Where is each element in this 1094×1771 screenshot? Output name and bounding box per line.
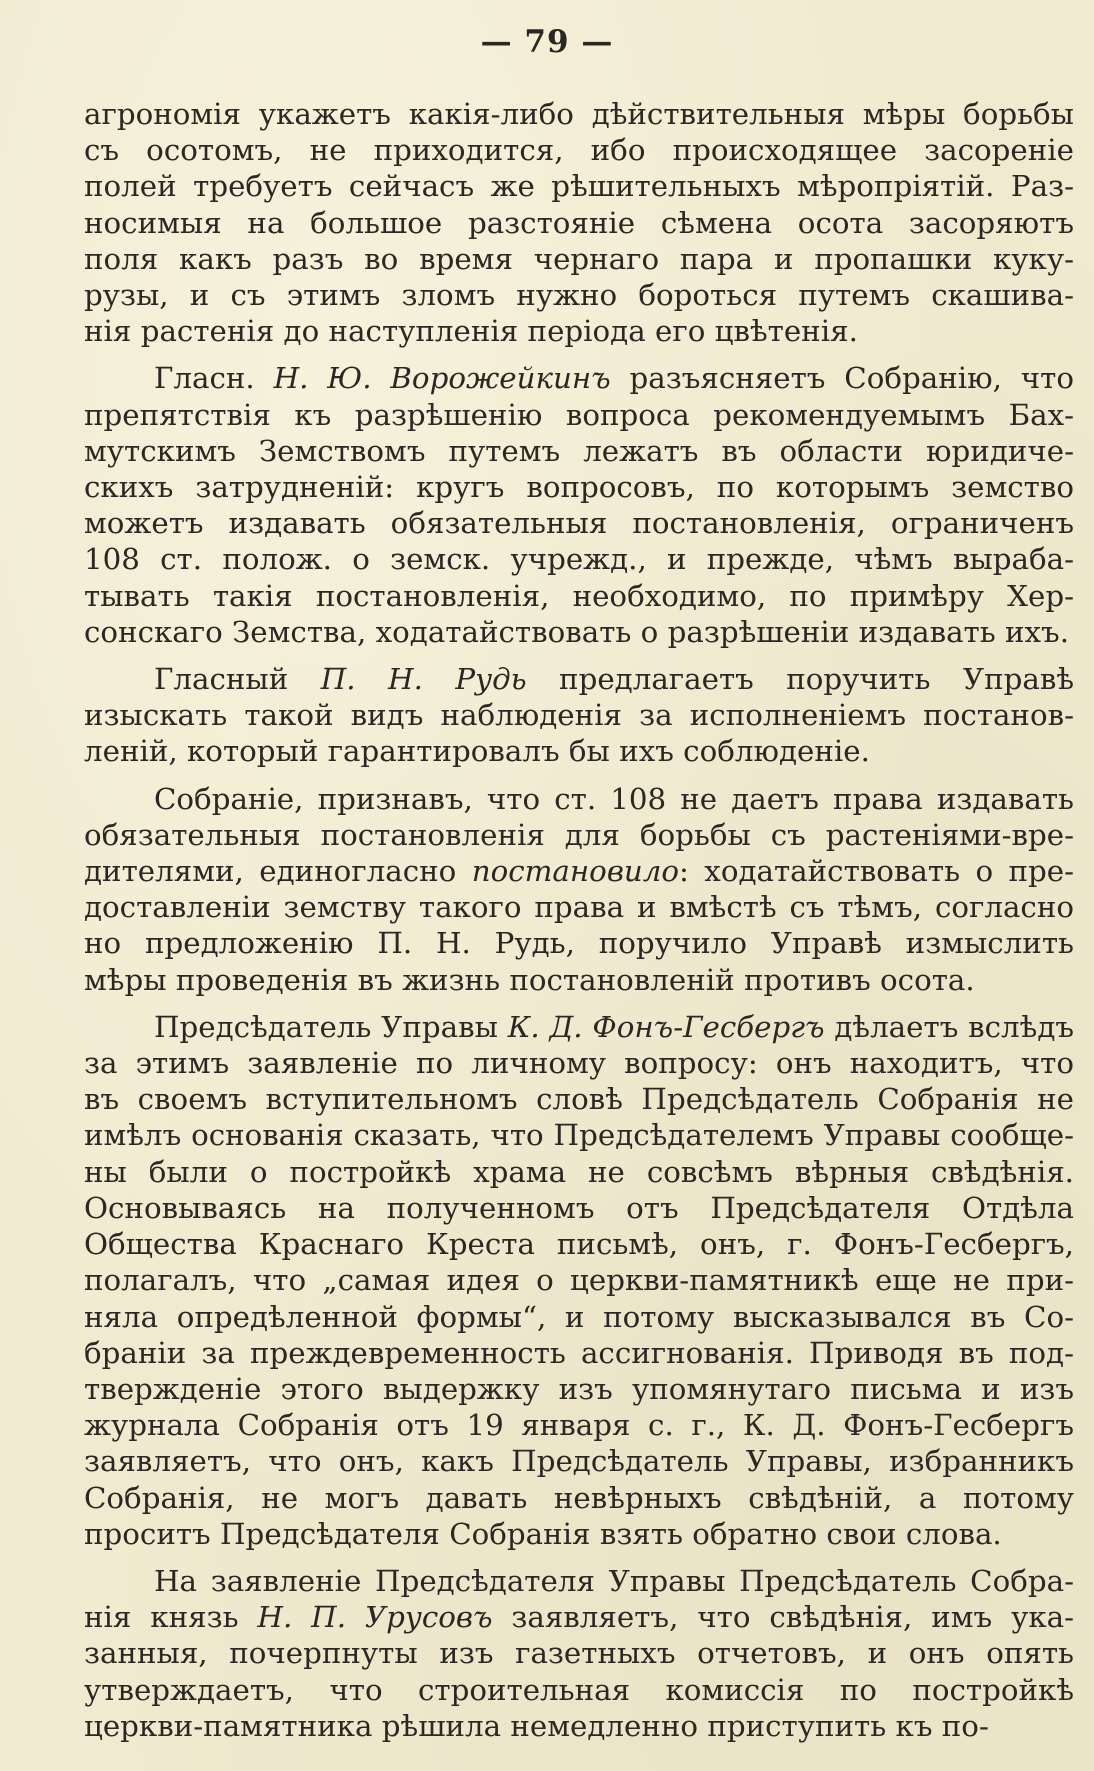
text-segment: мѣры проведенія въ жизнь постановленій противъ осота.	[84, 962, 975, 997]
text-segment: скихъ затрудненій: кругъ вопросовъ, по которымъ земство	[84, 470, 1074, 505]
text-line	[84, 433, 1074, 469]
text-segment: можетъ издавать обязательныя постановленія, ограниченъ	[84, 506, 1074, 541]
text-line	[84, 360, 1074, 396]
text-segment: дителями, единогласно	[84, 854, 472, 889]
text-segment: доставленіи земству такого права и вмѣстѣ съ тѣмъ, согласно	[84, 890, 1074, 925]
paragraph	[84, 781, 1074, 998]
text-segment: занныя, почерпнуты изъ газетныхъ отчетовъ, и онъ опять	[84, 1636, 1074, 1671]
text-line	[84, 1635, 1074, 1671]
text-segment: въ своемъ вступительномъ словѣ Предсѣдатель Собранія не	[84, 1082, 1074, 1117]
italic-name: П. Н. Рудь	[320, 662, 527, 697]
text-segment: полагалъ, что „самая идея о церкви-памятникѣ еще не при-	[84, 1263, 1074, 1298]
text-segment: тывать такія постановленія, необходимо, по примѣру Хер-	[84, 578, 1074, 613]
paragraph	[84, 661, 1074, 770]
text-line	[84, 1371, 1074, 1407]
text-segment: дѣлаетъ вслѣдъ	[824, 1009, 1074, 1044]
text-line	[84, 1599, 1074, 1635]
text-line	[84, 1009, 1074, 1045]
text-line	[84, 132, 1074, 168]
text-segment: 108 ст. полож. о земск. учрежд., и прежде, чѣмъ выраба-	[84, 542, 1074, 577]
text-line	[84, 1672, 1074, 1708]
text-line	[84, 1563, 1074, 1599]
text-line	[84, 1708, 1074, 1744]
text-segment: : ходатайствовать о пре-	[679, 854, 1074, 889]
paragraph	[84, 1009, 1074, 1552]
text-line	[84, 925, 1074, 961]
text-segment: мутскимъ Земствомъ путемъ лежатъ въ области юридиче-	[84, 433, 1074, 468]
text-line	[84, 889, 1074, 925]
text-segment: твержденіе этого выдержку изъ упомянутаго письма и изъ	[84, 1371, 1074, 1406]
italic-name: постановило	[471, 854, 680, 889]
text-line	[84, 1226, 1074, 1262]
text-line	[84, 697, 1074, 733]
text-segment: Собраніе, признавъ, что ст. 108 не даетъ права издавать	[154, 781, 1074, 816]
text-segment: Гласный	[154, 662, 321, 697]
text-line	[84, 1407, 1074, 1443]
text-segment: носимыя на большое разстояніе сѣмена осота засоряютъ	[84, 205, 1074, 240]
text-segment: Основываясь на полученномъ отъ Предсѣдателя Отдѣла	[84, 1190, 1074, 1225]
text-segment: Гласн.	[154, 361, 274, 396]
text-segment: заявляетъ, что свѣдѣнія, имъ ука-	[492, 1600, 1074, 1635]
page-number: — 79 —	[480, 24, 614, 60]
text-segment: рузы, и съ этимъ зломъ нужно бороться путемъ скашива-	[84, 278, 1074, 313]
text-line	[84, 1081, 1074, 1117]
text-segment: Предсѣдатель Управы	[154, 1009, 508, 1044]
page-body	[84, 96, 1074, 1755]
text-line	[84, 1480, 1074, 1516]
text-line	[84, 168, 1074, 204]
text-segment: агрономія укажетъ какія-либо дѣйствительныя мѣры борьбы	[84, 97, 1074, 131]
text-line	[84, 1190, 1074, 1226]
text-line	[84, 1262, 1074, 1298]
text-line	[84, 661, 1074, 697]
text-segment: поля какъ разъ во время чернаго пара и пропашки куку-	[84, 241, 1074, 276]
text-segment: заявляетъ, что онъ, какъ Предсѣдатель Управы, избранникъ	[84, 1444, 1074, 1479]
text-segment: утверждаетъ, что строительная комиссія по постройкѣ	[84, 1672, 1074, 1707]
italic-name: Н. Ю. Ворожейкинъ	[273, 361, 611, 396]
text-segment: журнала Собранія отъ 19 января с. г., К. Д. Фонъ-Гесбергъ	[84, 1408, 1074, 1443]
text-segment: имѣлъ основанія сказать, что Предсѣдателемъ Управы сообще-	[84, 1118, 1074, 1153]
paragraph	[84, 96, 1074, 349]
text-line	[84, 313, 1074, 349]
text-segment: сонскаго Земства, ходатайствовать о разрѣшеніи издавать ихъ.	[84, 614, 1070, 649]
text-line	[84, 614, 1074, 650]
text-segment: полей требуетъ сейчасъ же рѣшительныхъ мѣропріятій. Раз-	[84, 169, 1074, 204]
text-line	[84, 1045, 1074, 1081]
text-line	[84, 241, 1074, 277]
text-line	[84, 853, 1074, 889]
text-segment: Общества Краснаго Креста письмѣ, онъ, г. Фонъ-Гесбергъ,	[84, 1227, 1074, 1262]
text-line	[84, 505, 1074, 541]
text-line	[84, 96, 1074, 132]
text-segment: няла опредѣленной формы“, и потому высказывался въ Со-	[84, 1299, 1074, 1334]
text-line	[84, 1335, 1074, 1371]
text-segment: но предложенію П. Н. Рудь, поручило Управѣ измыслить	[84, 926, 1074, 961]
text-line	[84, 277, 1074, 313]
text-line	[84, 541, 1074, 577]
text-segment: леній, который гарантировалъ бы ихъ соблюденіе.	[84, 734, 870, 769]
text-line	[84, 397, 1074, 433]
text-segment: нія растенія до наступленія періода его цвѣтенія.	[84, 314, 858, 349]
text-segment: съ осотомъ, не приходится, ибо происходящее засореніе	[84, 133, 1074, 168]
text-segment: церкви-памятника рѣшила немедленно приступить къ по-	[84, 1708, 989, 1743]
text-segment: нія князь	[84, 1600, 258, 1635]
italic-name: К. Д. Фонъ-Гесбергъ	[507, 1009, 825, 1044]
paragraph	[84, 360, 1074, 650]
text-segment: изыскать такой видъ наблюденія за исполненіемъ постанов-	[84, 698, 1074, 733]
text-segment: ны были о постройкѣ храма не совсѣмъ вѣрныя свѣдѣнія.	[84, 1154, 1074, 1189]
text-segment: предлагаетъ поручить Управѣ	[526, 662, 1074, 697]
text-segment: На заявленіе Предсѣдателя Управы Предсѣдатель Собра-	[154, 1563, 1074, 1598]
text-line	[84, 578, 1074, 614]
text-segment: за этимъ заявленіе по личному вопросу: онъ находитъ, что	[84, 1046, 1074, 1081]
text-segment: браніи за преждевременность ассигнованія. Приводя въ под-	[84, 1335, 1074, 1370]
italic-name: Н. П. Урусовъ	[257, 1600, 493, 1635]
text-segment: Собранія, не могъ давать невѣрныхъ свѣдѣній, а потому	[84, 1480, 1074, 1515]
text-line	[84, 205, 1074, 241]
paragraph	[84, 1563, 1074, 1744]
text-line	[84, 1299, 1074, 1335]
text-line	[84, 1443, 1074, 1479]
text-line	[84, 1516, 1074, 1552]
text-line	[84, 962, 1074, 998]
text-segment: препятствія къ разрѣшенію вопроса рекомендуемымъ Бах-	[84, 397, 1074, 432]
text-line	[84, 469, 1074, 505]
text-segment: разъясняетъ Собранію, что	[610, 361, 1074, 396]
text-line	[84, 1117, 1074, 1153]
text-line	[84, 817, 1074, 853]
text-line	[84, 781, 1074, 817]
text-segment: обязательныя постановленія для борьбы съ растеніями-вре-	[84, 817, 1074, 852]
text-line	[84, 1154, 1074, 1190]
text-segment: проситъ Предсѣдателя Собранія взять обратно свои слова.	[84, 1516, 1002, 1551]
text-line	[84, 733, 1074, 769]
